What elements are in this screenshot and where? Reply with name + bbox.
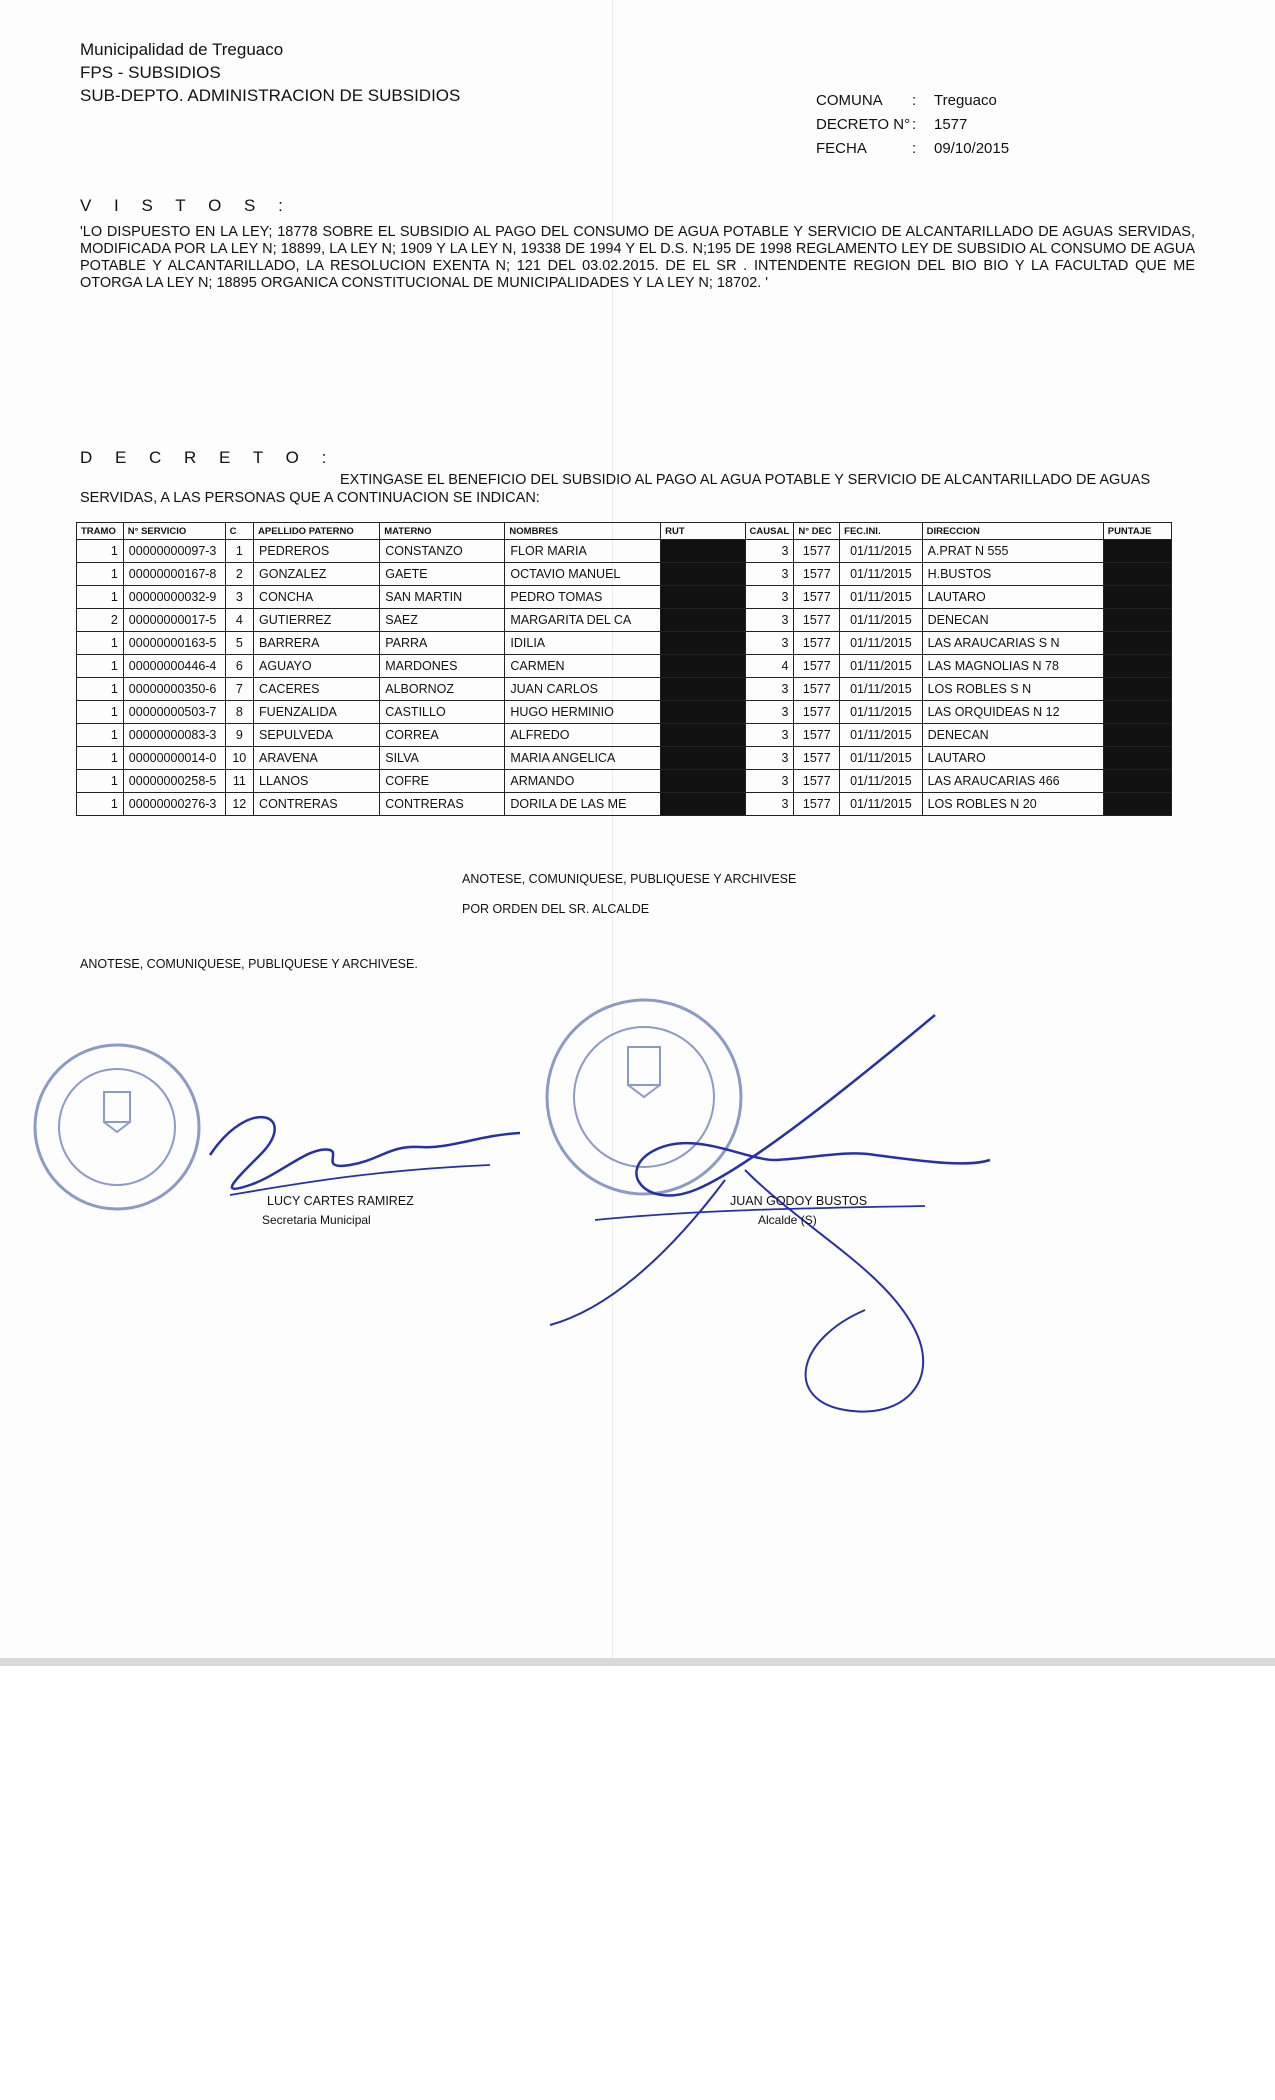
- cell-n-dec: 1577: [794, 770, 840, 793]
- col-header-servicio: N° SERVICIO: [123, 523, 225, 540]
- cell-c: 3: [225, 586, 253, 609]
- cell-puntaje-redacted: [1103, 747, 1171, 770]
- meta-label: DECRETO N°: [816, 116, 911, 133]
- cell-puntaje-redacted: [1103, 563, 1171, 586]
- cell-materno: GAETE: [380, 563, 505, 586]
- meta-colon: :: [912, 140, 917, 157]
- cell-puntaje-redacted: [1103, 770, 1171, 793]
- cell-n-dec: 1577: [794, 655, 840, 678]
- cell-n-dec: 1577: [794, 701, 840, 724]
- cell-nombres: OCTAVIO MANUEL: [505, 563, 661, 586]
- cell-fec-ini: 01/11/2015: [840, 609, 922, 632]
- cell-fec-ini: 01/11/2015: [840, 678, 922, 701]
- cell-direccion: H.BUSTOS: [922, 563, 1103, 586]
- closing-anotese-left: ANOTESE, COMUNIQUESE, PUBLIQUESE Y ARCHIVESE.: [80, 957, 418, 971]
- cell-causal: 3: [745, 701, 794, 724]
- cell-c: 2: [225, 563, 253, 586]
- cell-nombres: MARGARITA DEL CA: [505, 609, 661, 632]
- decreto-heading: D E C R E T O :: [80, 448, 336, 467]
- decreto-line-2: SERVIDAS, A LAS PERSONAS QUE A CONTINUACION SE INDICAN:: [80, 490, 540, 506]
- cell-rut-redacted: [661, 770, 745, 793]
- col-header-apellido-paterno: APELLIDO PATERNO: [254, 523, 380, 540]
- col-header-rut: RUT: [661, 523, 745, 540]
- meta-colon: :: [912, 92, 917, 109]
- department-name: FPS - SUBSIDIOS: [80, 63, 221, 82]
- cell-fec-ini: 01/11/2015: [840, 540, 922, 563]
- cell-fec-ini: 01/11/2015: [840, 655, 922, 678]
- cell-tramo: 2: [77, 609, 124, 632]
- cell-nombres: PEDRO TOMAS: [505, 586, 661, 609]
- cell-puntaje-redacted: [1103, 701, 1171, 724]
- cell-direccion: LAS ORQUIDEAS N 12: [922, 701, 1103, 724]
- cell-apellido-paterno: GUTIERREZ: [254, 609, 380, 632]
- cell-rut-redacted: [661, 655, 745, 678]
- cell-nombres: ARMANDO: [505, 770, 661, 793]
- cell-puntaje-redacted: [1103, 678, 1171, 701]
- cell-tramo: 1: [77, 770, 124, 793]
- table-row: [77, 793, 1172, 816]
- table-row: [77, 609, 1172, 632]
- meta-label: COMUNA: [816, 92, 883, 109]
- cell-materno: CONTRERAS: [380, 793, 505, 816]
- cell-direccion: LOS ROBLES S N: [922, 678, 1103, 701]
- cell-materno: ALBORNOZ: [380, 678, 505, 701]
- cell-causal: 3: [745, 678, 794, 701]
- cell-nombres: IDILIA: [505, 632, 661, 655]
- cell-direccion: DENECAN: [922, 724, 1103, 747]
- cell-causal: 3: [745, 632, 794, 655]
- cell-servicio: 00000000083-3: [123, 724, 225, 747]
- cell-n-dec: 1577: [794, 632, 840, 655]
- cell-materno: MARDONES: [380, 655, 505, 678]
- cell-servicio: 00000000167-8: [123, 563, 225, 586]
- col-header-puntaje: PUNTAJE: [1103, 523, 1171, 540]
- cell-nombres: ALFREDO: [505, 724, 661, 747]
- subdepartment-name: SUB-DEPTO. ADMINISTRACION DE SUBSIDIOS: [80, 86, 461, 105]
- cell-direccion: LAS ARAUCARIAS 466: [922, 770, 1103, 793]
- cell-puntaje-redacted: [1103, 793, 1171, 816]
- decree-meta: [816, 92, 1036, 162]
- cell-servicio: 00000000258-5: [123, 770, 225, 793]
- table-row: [77, 770, 1172, 793]
- cell-nombres: MARIA ANGELICA: [505, 747, 661, 770]
- col-header-tramo: TRAMO: [77, 523, 124, 540]
- cell-materno: CASTILLO: [380, 701, 505, 724]
- mayor-name: JUAN GODOY BUSTOS: [730, 1194, 868, 1208]
- cell-c: 5: [225, 632, 253, 655]
- cell-servicio: 00000000163-5: [123, 632, 225, 655]
- cell-n-dec: 1577: [794, 563, 840, 586]
- cell-fec-ini: 01/11/2015: [840, 701, 922, 724]
- cell-tramo: 1: [77, 540, 124, 563]
- cell-c: 10: [225, 747, 253, 770]
- cell-n-dec: 1577: [794, 793, 840, 816]
- cell-direccion: LAS MAGNOLIAS N 78: [922, 655, 1103, 678]
- col-header-c: C: [225, 523, 253, 540]
- vistos-text: 'LO DISPUESTO EN LA LEY; 18778 SOBRE EL SUBSIDIO AL PAGO DEL CONSUMO DE AGUA POTABLE Y SERVICIO DE ALCANTARILLADO DE AGUAS SERVIDAS, MODIFICADA POR LA LEY N; 18899, LA LEY N; 1909 Y LA LEY N, 19338 DE 1994 Y EL D.S. N;195 DE 1998 REGLAMENTO LEY DE SUBSIDIO AL CONSUMO DE AGUA POTABLE Y ALCANTARILLADO, LA RESOLUCION EXENTA N; 121 DEL 03.02.2015. DE EL SR . INTENDENTE REGION DEL BIO BIO Y LA FACULTAD QUE ME OTORGA LA LEY N; 18895 ORGANICA CONSTITUCIONAL DE MUNICIPALIDADES Y LA LEY N; 18702. ': [80, 224, 1195, 291]
- cell-apellido-paterno: CONCHA: [254, 586, 380, 609]
- cell-apellido-paterno: LLANOS: [254, 770, 380, 793]
- cell-c: 11: [225, 770, 253, 793]
- closing-por-orden: POR ORDEN DEL SR. ALCALDE: [462, 902, 650, 916]
- cell-c: 8: [225, 701, 253, 724]
- cell-tramo: 1: [77, 724, 124, 747]
- beneficiaries-table: [76, 522, 1172, 816]
- cell-puntaje-redacted: [1103, 609, 1171, 632]
- cell-tramo: 1: [77, 563, 124, 586]
- vistos-heading: V I S T O S :: [80, 196, 292, 215]
- table-row: [77, 563, 1172, 586]
- cell-fec-ini: 01/11/2015: [840, 724, 922, 747]
- table-header-row: [77, 523, 1172, 540]
- cell-materno: CONSTANZO: [380, 540, 505, 563]
- cell-n-dec: 1577: [794, 586, 840, 609]
- cell-rut-redacted: [661, 540, 745, 563]
- col-header-direccion: DIRECCION: [922, 523, 1103, 540]
- cell-materno: SAEZ: [380, 609, 505, 632]
- cell-n-dec: 1577: [794, 540, 840, 563]
- cell-nombres: JUAN CARLOS: [505, 678, 661, 701]
- cell-direccion: A.PRAT N 555: [922, 540, 1103, 563]
- col-header-n-dec: N° DEC: [794, 523, 840, 540]
- cell-causal: 4: [745, 655, 794, 678]
- cell-fec-ini: 01/11/2015: [840, 770, 922, 793]
- cell-servicio: 00000000503-7: [123, 701, 225, 724]
- cell-apellido-paterno: SEPULVEDA: [254, 724, 380, 747]
- cell-fec-ini: 01/11/2015: [840, 793, 922, 816]
- table-row: [77, 701, 1172, 724]
- col-header-nombres: NOMBRES: [505, 523, 661, 540]
- cell-causal: 3: [745, 793, 794, 816]
- cell-causal: 3: [745, 609, 794, 632]
- cell-tramo: 1: [77, 655, 124, 678]
- cell-causal: 3: [745, 540, 794, 563]
- cell-materno: SAN MARTIN: [380, 586, 505, 609]
- col-header-fec-ini: FEC.INI.: [840, 523, 922, 540]
- cell-direccion: DENECAN: [922, 609, 1103, 632]
- cell-tramo: 1: [77, 793, 124, 816]
- cell-direccion: LOS ROBLES N 20: [922, 793, 1103, 816]
- cell-materno: COFRE: [380, 770, 505, 793]
- cell-n-dec: 1577: [794, 724, 840, 747]
- cell-n-dec: 1577: [794, 678, 840, 701]
- decreto-line-1: EXTINGASE EL BENEFICIO DEL SUBSIDIO AL PAGO AL AGUA POTABLE Y SERVICIO DE ALCANTARILLADO DE AGUAS: [340, 472, 1151, 488]
- scan-bottom-edge: [0, 1658, 1275, 1666]
- cell-apellido-paterno: BARRERA: [254, 632, 380, 655]
- cell-tramo: 1: [77, 701, 124, 724]
- cell-direccion: LAS ARAUCARIAS S N: [922, 632, 1103, 655]
- cell-rut-redacted: [661, 563, 745, 586]
- cell-c: 9: [225, 724, 253, 747]
- cell-materno: SILVA: [380, 747, 505, 770]
- cell-servicio: 00000000276-3: [123, 793, 225, 816]
- cell-materno: CORREA: [380, 724, 505, 747]
- cell-c: 1: [225, 540, 253, 563]
- cell-apellido-paterno: GONZALEZ: [254, 563, 380, 586]
- cell-rut-redacted: [661, 793, 745, 816]
- meta-value: Treguaco: [934, 92, 997, 109]
- cell-fec-ini: 01/11/2015: [840, 586, 922, 609]
- meta-value: 1577: [934, 116, 968, 133]
- cell-puntaje-redacted: [1103, 632, 1171, 655]
- cell-rut-redacted: [661, 586, 745, 609]
- secretary-seal-stamp: [30, 1040, 205, 1215]
- cell-causal: 3: [745, 563, 794, 586]
- cell-rut-redacted: [661, 609, 745, 632]
- cell-rut-redacted: [661, 747, 745, 770]
- cell-direccion: LAUTARO: [922, 586, 1103, 609]
- secretary-name: LUCY CARTES RAMIREZ: [267, 1194, 414, 1208]
- cell-nombres: CARMEN: [505, 655, 661, 678]
- cell-n-dec: 1577: [794, 609, 840, 632]
- col-header-materno: MATERNO: [380, 523, 505, 540]
- cell-tramo: 1: [77, 632, 124, 655]
- cell-servicio: 00000000350-6: [123, 678, 225, 701]
- cell-direccion: LAUTARO: [922, 747, 1103, 770]
- cell-causal: 3: [745, 724, 794, 747]
- cell-causal: 3: [745, 770, 794, 793]
- cell-rut-redacted: [661, 678, 745, 701]
- cell-servicio: 00000000446-4: [123, 655, 225, 678]
- cell-nombres: DORILA DE LAS ME: [505, 793, 661, 816]
- cell-tramo: 1: [77, 678, 124, 701]
- meta-label: FECHA: [816, 140, 867, 157]
- meta-colon: :: [912, 116, 917, 133]
- cell-servicio: 00000000097-3: [123, 540, 225, 563]
- cell-nombres: FLOR MARIA: [505, 540, 661, 563]
- cell-c: 4: [225, 609, 253, 632]
- cell-puntaje-redacted: [1103, 586, 1171, 609]
- cell-fec-ini: 01/11/2015: [840, 632, 922, 655]
- cell-n-dec: 1577: [794, 747, 840, 770]
- cell-rut-redacted: [661, 701, 745, 724]
- cell-c: 7: [225, 678, 253, 701]
- mayor-role: Alcalde (S): [758, 1213, 817, 1227]
- meta-value: 09/10/2015: [934, 140, 1010, 157]
- cell-apellido-paterno: CONTRERAS: [254, 793, 380, 816]
- cell-c: 6: [225, 655, 253, 678]
- cell-apellido-paterno: FUENZALIDA: [254, 701, 380, 724]
- table-row: [77, 540, 1172, 563]
- secretary-role: Secretaria Municipal: [262, 1213, 371, 1227]
- cell-nombres: HUGO HERMINIO: [505, 701, 661, 724]
- cell-servicio: 00000000017-5: [123, 609, 225, 632]
- cell-causal: 3: [745, 747, 794, 770]
- cell-servicio: 00000000032-9: [123, 586, 225, 609]
- cell-c: 12: [225, 793, 253, 816]
- cell-rut-redacted: [661, 724, 745, 747]
- table-row: [77, 632, 1172, 655]
- municipality-name: Municipalidad de Treguaco: [80, 40, 284, 59]
- cell-puntaje-redacted: [1103, 724, 1171, 747]
- cell-tramo: 1: [77, 747, 124, 770]
- cell-fec-ini: 01/11/2015: [840, 563, 922, 586]
- cell-tramo: 1: [77, 586, 124, 609]
- cell-apellido-paterno: PEDREROS: [254, 540, 380, 563]
- cell-fec-ini: 01/11/2015: [840, 747, 922, 770]
- table-row: [77, 724, 1172, 747]
- cell-apellido-paterno: ARAVENA: [254, 747, 380, 770]
- cell-apellido-paterno: CACERES: [254, 678, 380, 701]
- closing-anotese-center: ANOTESE, COMUNIQUESE, PUBLIQUESE Y ARCHIVESE: [462, 872, 797, 886]
- table-row: [77, 747, 1172, 770]
- cell-apellido-paterno: AGUAYO: [254, 655, 380, 678]
- cell-servicio: 00000000014-0: [123, 747, 225, 770]
- cell-rut-redacted: [661, 632, 745, 655]
- table-row: [77, 586, 1172, 609]
- cell-puntaje-redacted: [1103, 655, 1171, 678]
- cell-causal: 3: [745, 586, 794, 609]
- table-row: [77, 655, 1172, 678]
- col-header-causal: CAUSAL: [745, 523, 794, 540]
- cell-materno: PARRA: [380, 632, 505, 655]
- cell-puntaje-redacted: [1103, 540, 1171, 563]
- table-row: [77, 678, 1172, 701]
